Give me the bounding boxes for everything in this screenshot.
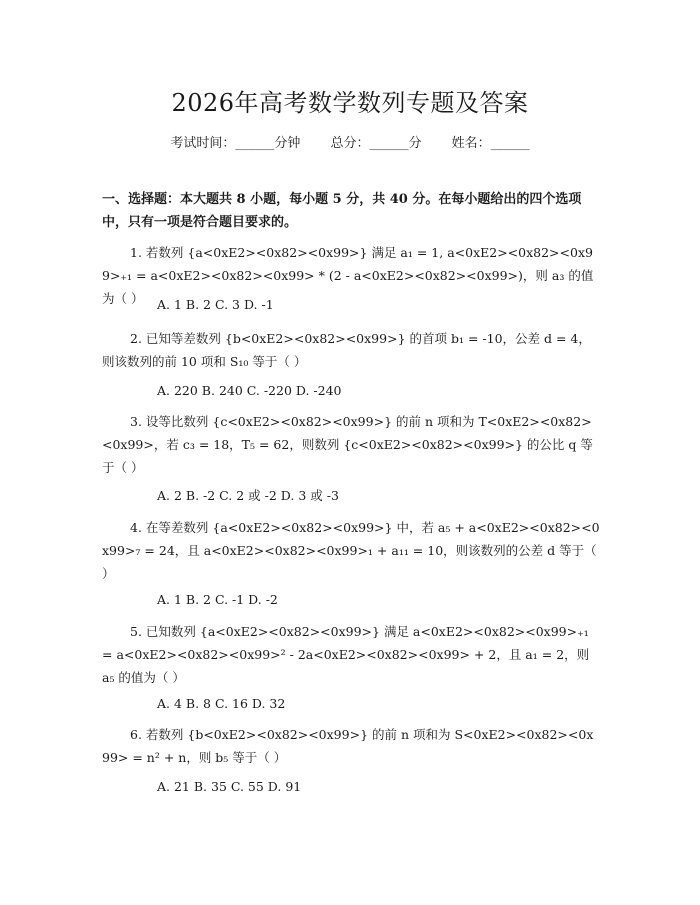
question-4: 4. 在等差数列 {a<0xE2><0x82><0x99>} 中，若 a₅ + a<0xE2><0x82><0x99>₇ = 24，且 a<0xE2><0x82><0x99>₁ + a₁₁ = 10，则该数列的公差 d 等于（ ）: [102, 520, 600, 581]
question-2-options: A. 220 B. 240 C. -220 D. -240: [157, 383, 342, 398]
section-heading: 一、选择题：本大题共 8 小题，每小题 5 分，共 40 分。在每小题给出的四个选项中，只有一项是符合题目要求的。: [102, 192, 582, 230]
question-3-options: A. 2 B. -2 C. 2 或 -2 D. 3 或 -3: [157, 488, 339, 503]
question-5-options: A. 4 B. 8 C. 16 D. 32: [157, 696, 286, 711]
question-5: 5. 已知数列 {a<0xE2><0x82><0x99>} 满足 a<0xE2><0x82><0x99>₊₁ = a<0xE2><0x82><0x99>² - 2a<0xE2><0x82><0x99> + 2，且 a₁ = 2，则 a₅ 的值为（ ）: [102, 624, 590, 685]
question-6-options: A. 21 B. 35 C. 55 D. 91: [157, 779, 302, 794]
question-1-options: A. 1 B. 2 C. 3 D. -1: [157, 297, 274, 312]
question-6: 6. 若数列 {b<0xE2><0x82><0x99>} 的前 n 项和为 S<0xE2><0x82><0x99> = n² + n，则 b₅ 等于（ ）: [102, 727, 594, 765]
total-score-field: 总分：______分: [330, 136, 422, 151]
exam-info-line: [0, 132, 700, 151]
question-1: 1. 若数列 {a<0xE2><0x82><0x99>} 满足 a₁ = 1, a<0xE2><0x82><0x99>₊₁ = a<0xE2><0x82><0x99> * (2 - a<0xE2><0x82><0x99>)，则 a₃ 的值为（ ）: [102, 245, 594, 306]
question-2: 2. 已知等差数列 {b<0xE2><0x82><0x99>} 的首项 b₁ = -10，公差 d = 4，则该数列的前 10 项和 S₁₀ 等于（ ）: [102, 331, 591, 369]
question-4-options: A. 1 B. 2 C. -1 D. -2: [157, 592, 278, 607]
exam-time-field: 考试时间：______分钟: [170, 136, 301, 151]
student-name-field: 姓名：______: [451, 136, 530, 151]
question-3: 3. 设等比数列 {c<0xE2><0x82><0x99>} 的前 n 项和为 T<0xE2><0x82><0x99>，若 c₃ = 18，T₅ = 62，则数列 {c<0xE2><0x82><0x99>} 的公比 q 等于（ ）: [102, 414, 593, 475]
page-title: 2026年高考数学数列专题及答案: [171, 89, 529, 117]
